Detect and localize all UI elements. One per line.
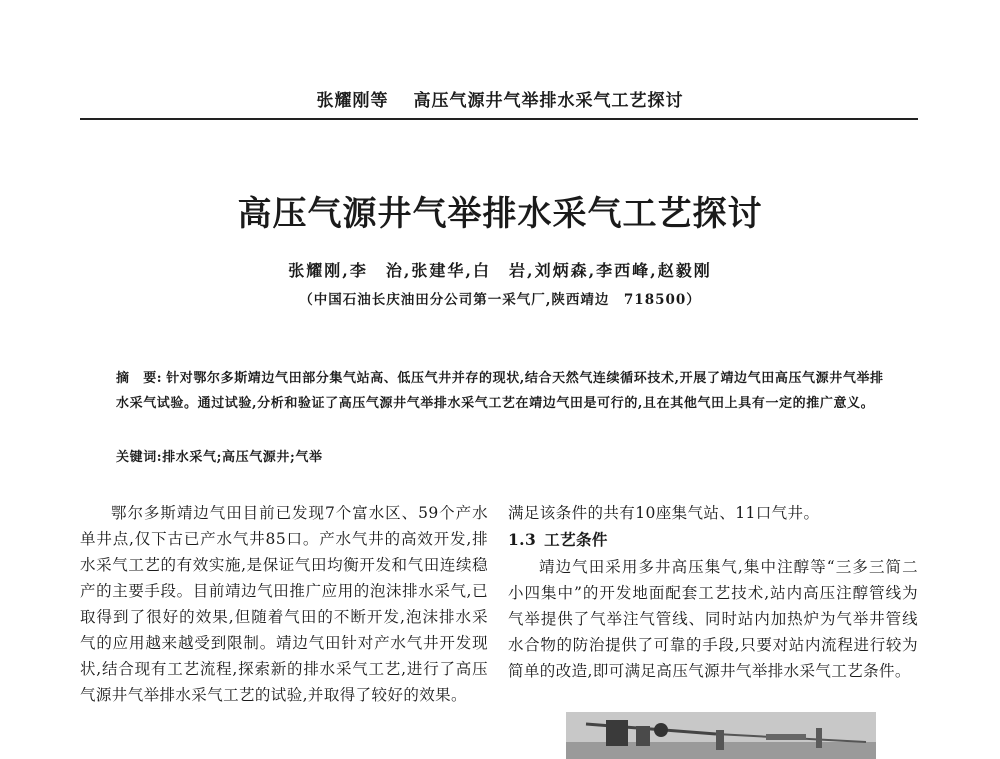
figure-photo xyxy=(566,712,876,759)
running-header-title: 高压气源井气举排水采气工艺探讨 xyxy=(413,91,684,111)
abstract-text: 针对鄂尔多斯靖边气田部分集气站高、低压气井并存的现状,结合天然气连续循环技术,开展了靖边气田高压气源井气举排水采气试验。通过试验,分析和验证了高压气源井气举排水采气工艺在靖边气田是可行的,且在其他气田上具有一定的推广意义。 xyxy=(116,371,884,411)
right-column xyxy=(508,500,918,684)
section-number: 1.3 xyxy=(508,530,537,549)
paper-title: 高压气源井气举排水采气工艺探讨 xyxy=(237,194,763,234)
keywords-text: 排水采气;高压气源井;气举 xyxy=(162,450,323,465)
affiliation: （中国石油长庆油田分公司第一采气厂,陕西靖边 718500） xyxy=(299,292,701,308)
section-heading xyxy=(508,527,918,553)
header-rule xyxy=(80,118,918,120)
abstract xyxy=(116,366,886,416)
section-title: 工艺条件 xyxy=(544,530,608,549)
section-paragraph: 靖边气田采用多井高压集气,集中注醇等“三多三简二小四集中”的开发地面配套工艺技术,站内高压注醇管线为气举提供了气举注气管线、同时站内加热炉为气举井管线水合物的防治提供了可靠的手段,只要对站内流程进行较为简单的改造,即可满足高压气源井气举排水采气工艺条件。 xyxy=(508,558,918,680)
abstract-label: 摘 要: xyxy=(116,371,163,386)
continued-text: 满足该条件的共有10座集气站、11口气井。 xyxy=(508,504,820,522)
author-list: 张耀刚,李 治,张建华,白 岩,刘炳森,李西峰,赵毅刚 xyxy=(288,261,712,280)
keywords xyxy=(116,446,886,465)
left-column xyxy=(80,500,488,708)
keywords-label: 关键词: xyxy=(116,450,163,465)
running-header-authors: 张耀刚等 xyxy=(316,91,389,111)
running-header xyxy=(0,86,1000,111)
intro-paragraph: 鄂尔多斯靖边气田目前已发现7个富水区、59个产水单井点,仅下古已产水气井85口。产水气井的高效开发,排水采气工艺的有效实施,是保证气田均衡开发和气田连续稳产的主要手段。目前靖边气田推广应用的泡沫排水采气,已取得到了很好的效果,但随着气田的不断开发,泡沫排水采气的应用越来越受到限制。靖边气田针对产水气井开发现状,结合现有工艺流程,探索新的排水采气工艺,进行了高压气源井气举排水采气工艺的试验,并取得了较好的效果。 xyxy=(80,504,488,704)
